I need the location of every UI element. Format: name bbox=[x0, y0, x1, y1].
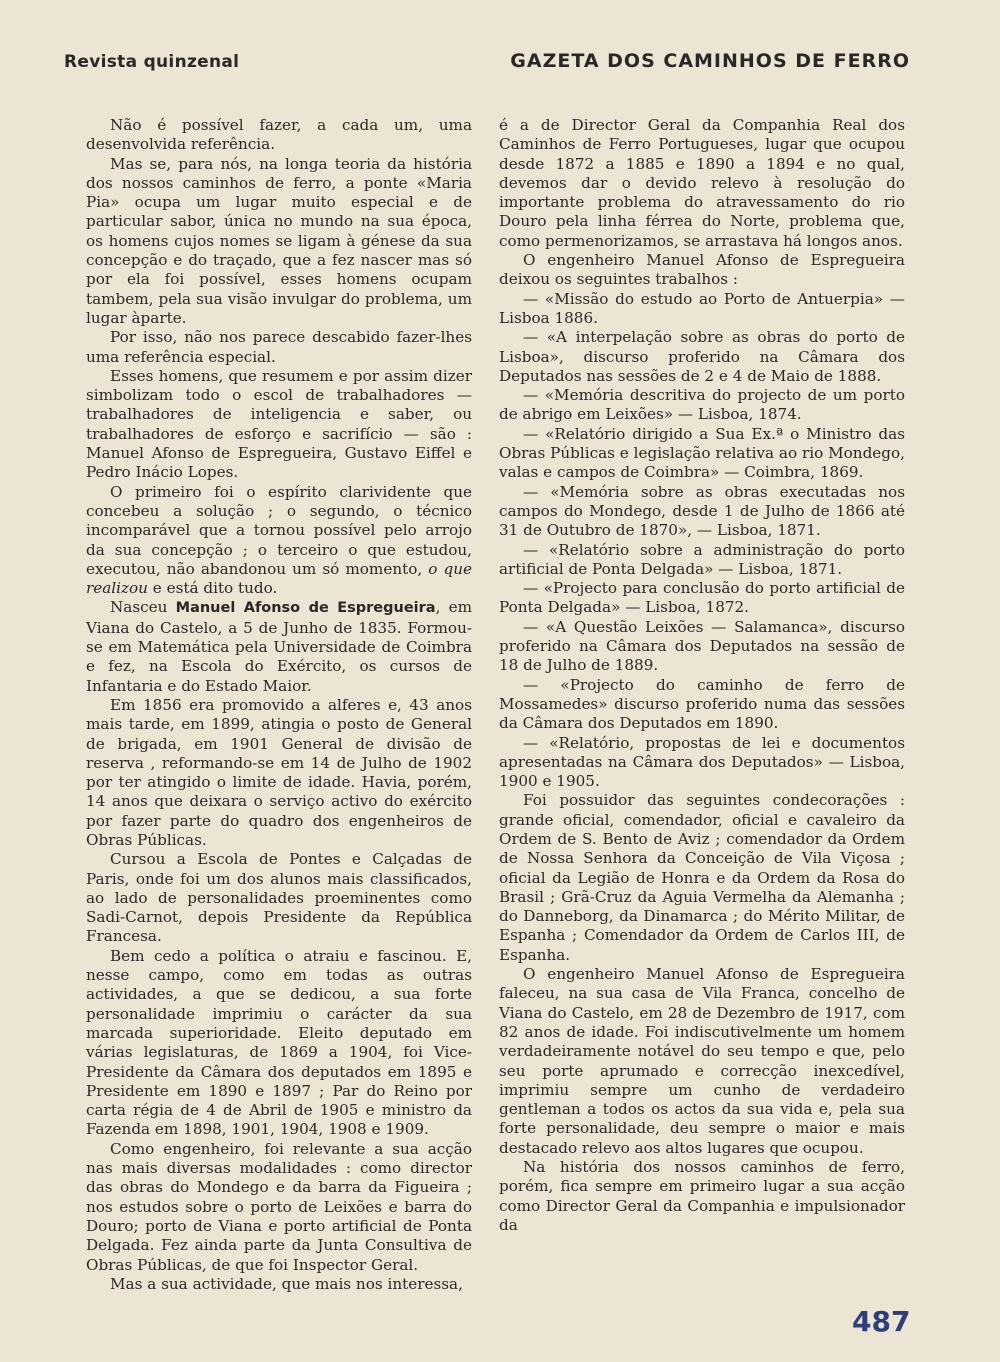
paragraph: Na história dos nossos caminhos de ferro, porém, fica sempre em primeiro lugar a sua acção como Director Geral da Companhia e impulsionador da bbox=[499, 1158, 905, 1234]
paragraph-text: Nasceu bbox=[110, 598, 168, 617]
paragraph: Mas a sua actividade, que mais nos interessa, bbox=[110, 1274, 463, 1293]
paragraph: O engenheiro Manuel Afonso de Espregueira deixou os seguintes trabalhos : bbox=[499, 251, 905, 289]
works-list-item: — «Memória descritiva do projecto de um porto de abrigo em Leixões» — Lisboa, 1874. bbox=[499, 386, 905, 424]
paragraph: Esses homens, que resumem e por assim dizer simbolizam todo o escol de trabalhadores — trabalhadores de inteligencia e saber, ou trabalhadores de esforço e sacrifício — são : Manuel Afonso de Espregueira, Gustavo Eiffel e Pedro Inácio Lopes. bbox=[86, 366, 472, 482]
header-publication-title: GAZETA DOS CAMINHOS DE FERRO bbox=[510, 50, 910, 72]
paragraph: Como engenheiro, foi relevante a sua acção nas mais diversas modalidades : como director das obras do Mondego e da barra da Figueira ; nos estudos sobre o porto de Leixões e barra do Douro; porto de Viana e porto artificial de Ponta Delgada. Fez ainda parte da Junta Consultiva de Obras Públicas, de que foi Inspector Geral. bbox=[86, 1139, 472, 1274]
works-list-item: — «A interpelação sobre as obras do porto de Lisboa», discurso proferido na Câmara dos Deputados nas sessões de 2 e 4 de Maio de 1888. bbox=[499, 328, 905, 385]
works-list-item: — «Relatório, propostas de lei e documentos apresentadas na Câmara dos Deputados» — Lisboa, 1900 e 1905. bbox=[499, 733, 905, 791]
works-list-item: — «Relatório dirigido a Sua Ex.ª o Ministro das Obras Públicas e legislação relativa ao rio Mondego, valas e campos de Coimbra» — Coimbra, 1869. bbox=[499, 424, 905, 482]
paragraph: Bem cedo a política o atraiu e fascinou. E, nesse campo, como em todas as outras actividades, a que se dedicou, a sua forte personalidade imprimiu o carácter da sua marcada superioridade. Eleito deputado em várias legislaturas, de 1869 a 1904, foi Vice-Presidente da Câmara dos deputados em 1895 e Presidente em 1890 e 1897 ; Par do Reino por carta régia de 4 de Abril de 1905 e ministro da Fazenda em 1898, 1901, 1904, 1908 e 1909. bbox=[86, 946, 472, 1139]
paragraph: Cursou a Escola de Pontes e Calçadas de Paris, onde foi um dos alunos mais classificados, ao lado de personalidades proeminentes como Sadi-Carnot, depois Presidente da República Francesa. bbox=[86, 850, 472, 946]
bold-person-name: Manuel Afonso de Espregueira bbox=[175, 600, 436, 617]
works-list-item: — «Memória sobre as obras executadas nos campos do Mondego, desde 1 de Julho de 1866 até 31 de Outubro de 1870», — Lisboa, 1871. bbox=[499, 482, 905, 540]
works-list-item: — «Projecto do caminho de ferro de Mossamedes» discurso proferido numa das sessões da Câmara dos Deputados em 1890. bbox=[499, 675, 905, 733]
paragraph: Por isso, não nos parece descabido fazer-lhes uma referência especial. bbox=[86, 328, 472, 366]
works-list-item: — «Missão do estudo ao Porto de Antuerpia» — Lisboa 1886. bbox=[499, 289, 905, 327]
header-section-title: Revista quinzenal bbox=[64, 52, 240, 72]
page-header bbox=[64, 50, 910, 76]
paragraph-text: , em Viana do Castelo, a 5 de Junho de 1835. Formou-se em Matemática pela Universidade de Coimbra e fez, na Escola do Exército, os cursos de Infantaria e do Estado Maior. bbox=[86, 598, 473, 695]
paragraph: Em 1856 era promovido a alferes e, 43 anos mais tarde, em 1899, atingia o posto de General de brigada, em 1901 General de divisão de reserva , reformando-se em 14 de Julho de 1902 por ter atingido o limite de idade. Havia, porém, 14 anos que deixara o serviço activo do exército por fazer parte do quadro dos engenheiros de Obras Públicas. bbox=[86, 695, 472, 849]
paragraph bbox=[86, 483, 472, 599]
paragraph: Foi possuidor das seguintes condecorações : grande oficial, comendador, oficial e cavaleiro da Ordem de S. Bento de Aviz ; comendador da Ordem de Nossa Senhora da Conceição de Vila Viçosa ; oficial da Legião de Honra e da Ordem da Rosa do Brasil ; Grã-Cruz da Aguia Vermelha da Alemanha ; do Danneborg, da Dinamarca ; do Mérito Militar, de Espanha ; Comendador da Ordem de Carlos III, de Espanha. bbox=[499, 791, 905, 964]
page-number: 487 bbox=[852, 1305, 911, 1338]
works-list-item: — «Projecto para conclusão do porto artificial de Ponta Delgada» — Lisboa, 1872. bbox=[499, 579, 905, 617]
paragraph: Mas se, para nós, na longa teoria da história dos nossos caminhos de ferro, a ponte «Maria Pia» ocupa um lugar muito especial e de particular sabor, única no mundo na sua época, os homens cujos nomes se ligam à génese da sua concepção e do traçado, que a fez nascer mas só por ela foi possível, esses homens ocupam tambem, pela sua visão invulgar do problema, um lugar àparte. bbox=[86, 154, 472, 327]
italic-phrase: o que realizou bbox=[86, 559, 473, 598]
paragraph: é a de Director Geral da Companhia Real dos Caminhos de Ferro Portugueses, lugar que ocupou desde 1872 a 1885 e 1890 a 1894 e no qual, devemos dar o devido relevo à resolução do importante problema do atravessamento do rio Douro pela linha férrea do Norte, problema que, como permenorizamos, se arrastava há longos anos. bbox=[499, 116, 905, 250]
paragraph: O engenheiro Manuel Afonso de Espregueira faleceu, na sua casa de Vila Franca, concelho de Viana do Castelo, em 28 de Dezembro de 1917, com 82 anos de idade. Foi indiscutivelmente um homem verdadeiramente notável do seu tempo e que, pelo seu porte aprumado e correcção inexcedível, imprimiu sempre um cunho de verdadeiro gentleman a todos os actos da sua vida e, pela sua forte personalidade, deu sempre o maior e mais destacado relevo aos altos lugares que ocupou. bbox=[499, 965, 905, 1157]
left-column bbox=[86, 116, 472, 1294]
works-list-item: — «A Questão Leixões — Salamanca», discurso proferido na Câmara dos Deputados na sessão de 18 de Julho de 1889. bbox=[499, 617, 905, 675]
paragraph-text: e está dito tudo. bbox=[152, 579, 278, 598]
works-list-item: — «Relatório sobre a administração do porto artificial de Ponta Delgada» — Lisboa, 1871. bbox=[499, 540, 905, 578]
paragraph: Não é possível fazer, a cada um, uma desenvolvida referência. bbox=[86, 116, 472, 154]
paragraph-text: O primeiro foi o espírito clarividente que concebeu a solução ; o segundo, o técnico incomparável que a tornou possível pelo arrojo da sua concepção ; o terceiro o que estudou, executou, não abandonou um só momento, bbox=[86, 482, 472, 578]
paragraph bbox=[86, 598, 472, 695]
right-column bbox=[499, 116, 905, 1235]
